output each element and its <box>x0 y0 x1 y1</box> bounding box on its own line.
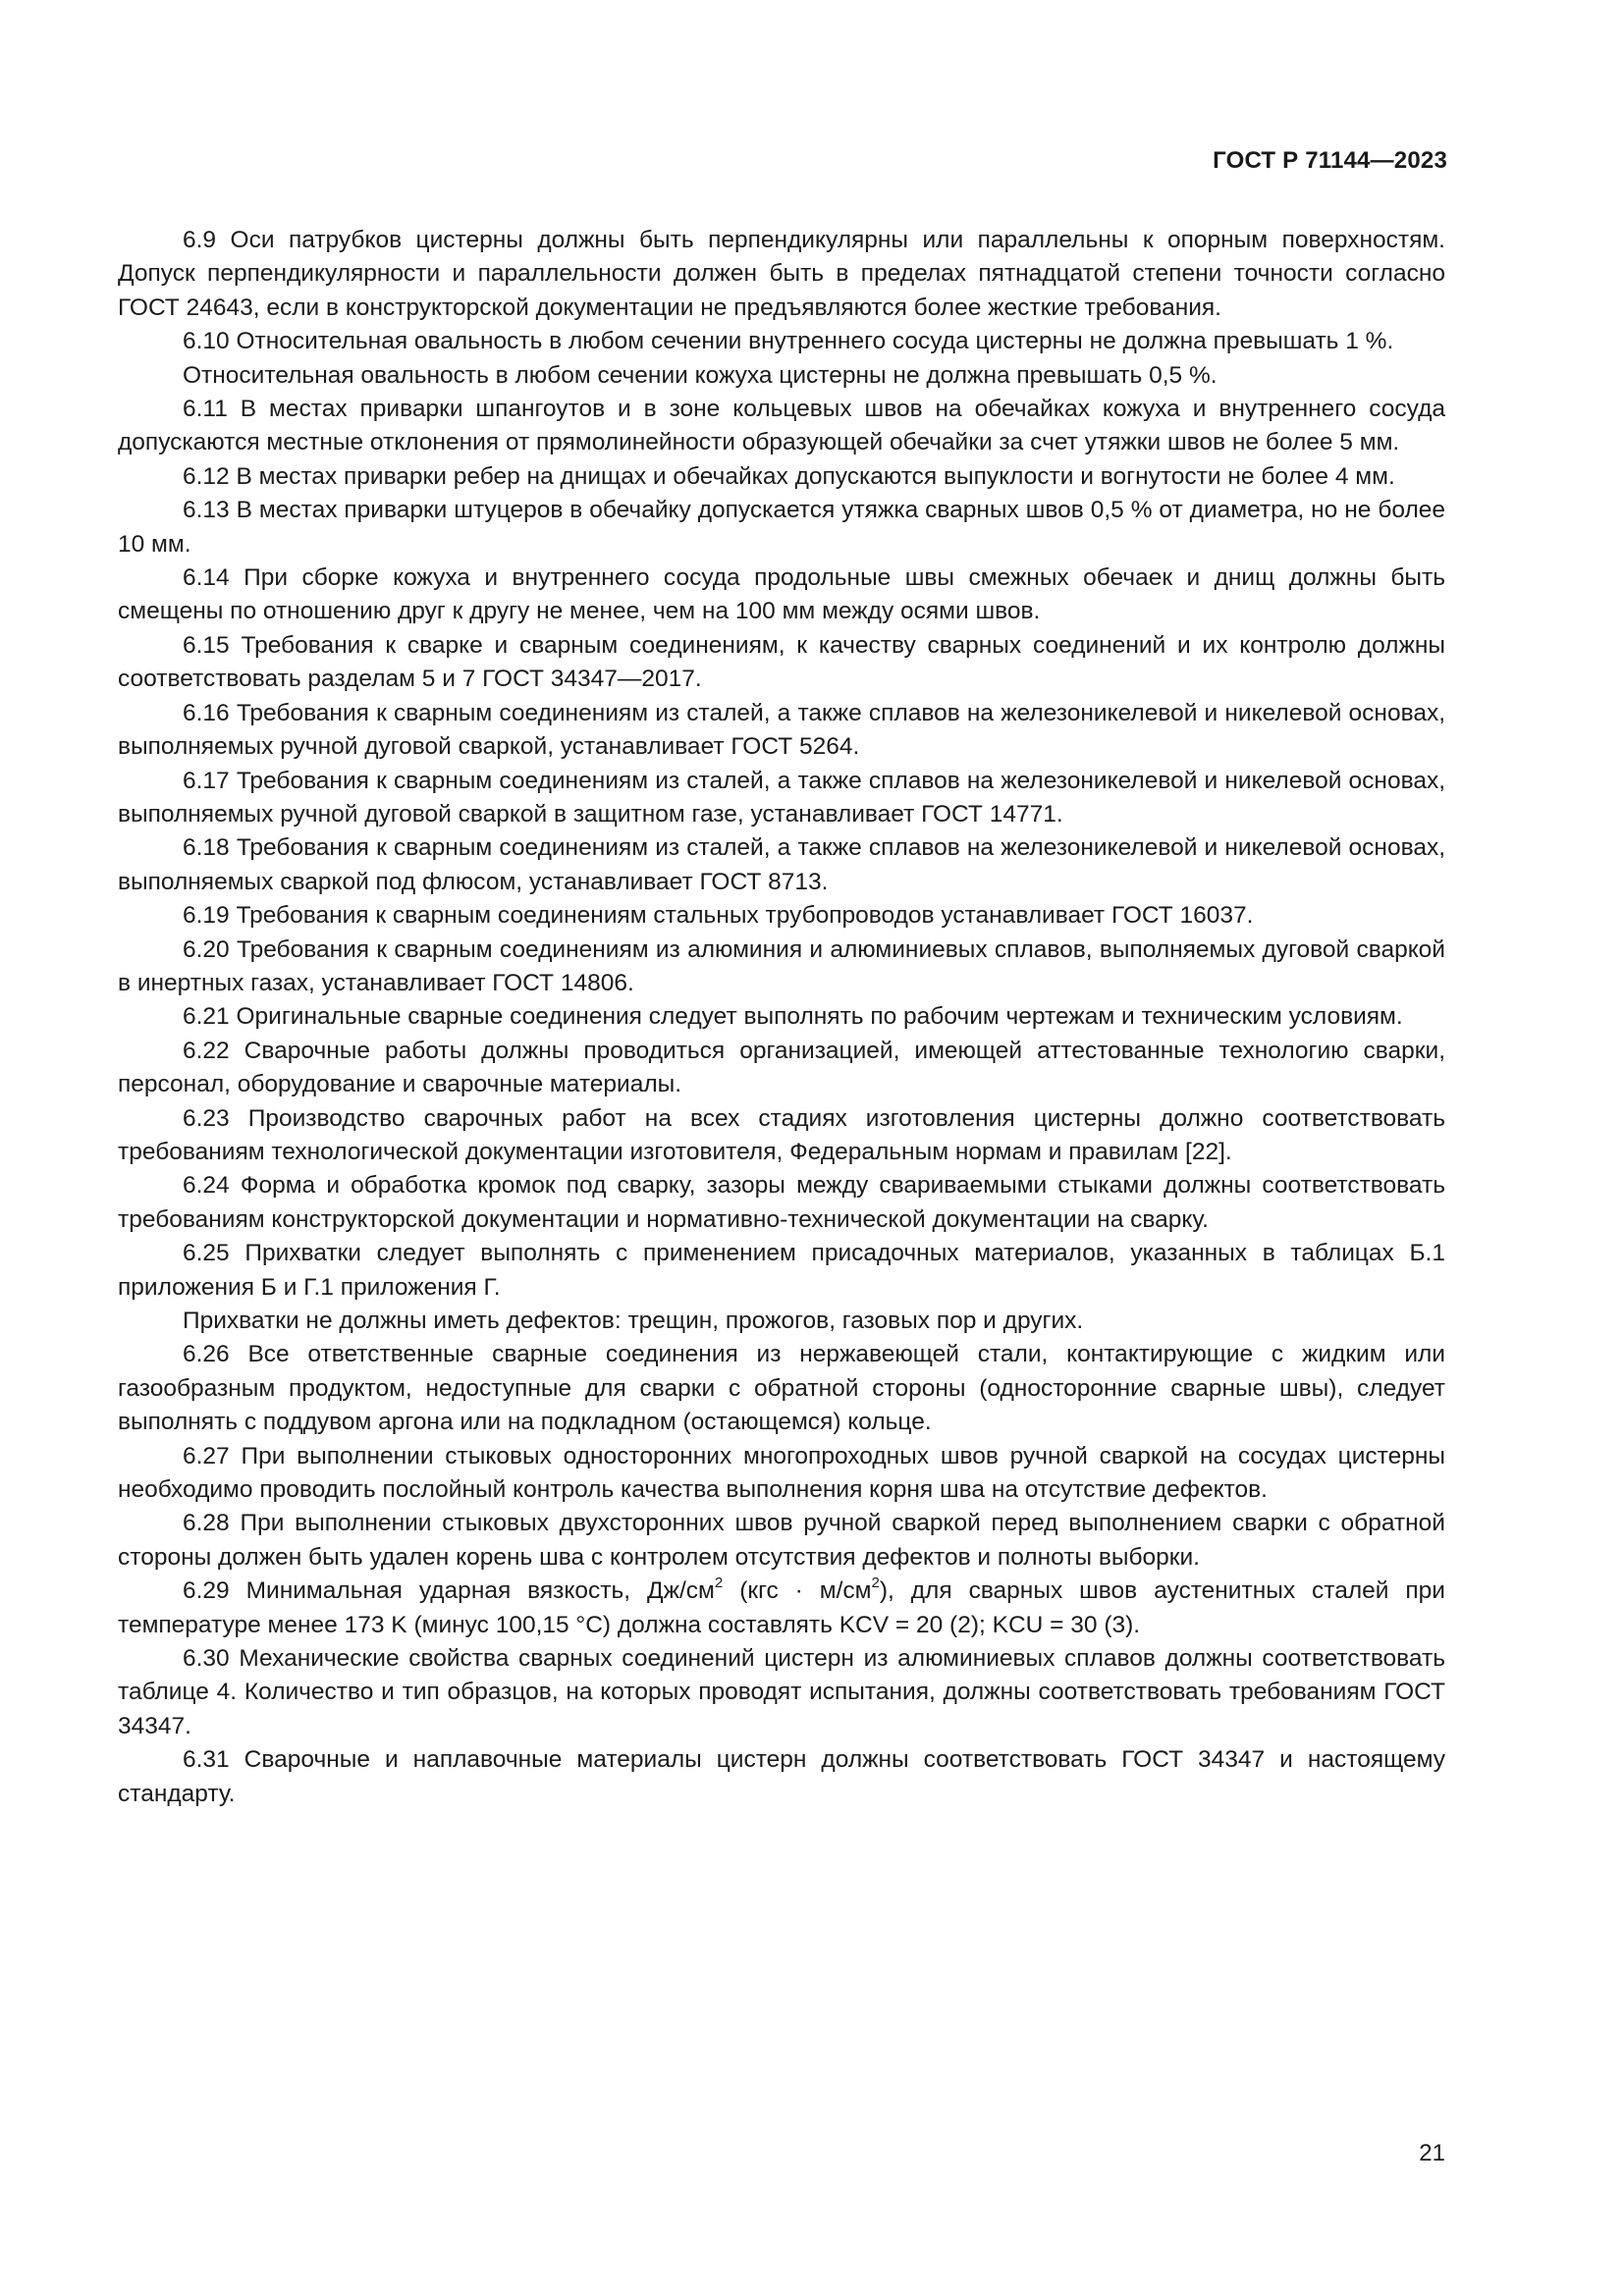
paragraph-6-11: 6.11 В местах приварки шпангоутов и в зоне кольцевых швов на обечайках кожуха и внутреннего сосуда допускаются местные отклонения от прямолинейности образующей обечайки за счет утяжки швов не более 5 мм. <box>118 396 1445 456</box>
paragraph-6-18: 6.18 Требования к сварным соединениям из сталей, а также сплавов на железоникелевой и никелевой основах, выполняемых сваркой под флюсом, устанавливает ГОСТ 8713. <box>118 834 1445 895</box>
paragraph-6-19: 6.19 Требования к сварным соединениям стальных трубопроводов устанавливает ГОСТ 16037. <box>183 902 1254 930</box>
paragraph-6-29-text-1: 6.29 Минимальная ударная вязкость, Дж/см <box>183 1577 715 1605</box>
paragraph-6-12: 6.12 В местах приварки ребер на днищах и обечайках допускаются выпуклости и вогнутости не более 4 мм. <box>183 462 1395 490</box>
paragraph-6-17: 6.17 Требования к сварным соединениям из сталей, а также сплавов на железоникелевой и никелевой основах, выполняемых ручной дуговой сваркой в защитном газе, устанавливает ГОСТ 14771. <box>118 767 1445 828</box>
paragraph-6-27: 6.27 При выполнении стыковых односторонних многопроходных швов ручной сваркой на сосудах цистерны необходимо проводить послойный контроль качества выполнения корня шва на отсутствие дефектов. <box>118 1442 1445 1504</box>
paragraph-6-29 <box>118 1575 1445 1642</box>
paragraph-6-22: 6.22 Сварочные работы должны проводиться организацией, имеющей аттестованные технологию сварки, персонал, оборудование и сварочные материалы. <box>118 1037 1445 1098</box>
page-number: 21 <box>1419 2140 1445 2166</box>
paragraph-6-14: 6.14 При сборке кожуха и внутреннего сосуда продольные швы смежных обечаек и днищ должны быть смещены по отношению друг к другу не менее, чем на 100 мм между осями швов. <box>118 564 1445 625</box>
paragraph-6-25: 6.25 Прихватки следует выполнять с применением присадочных материалов, указанных в таблицах Б.1 приложения Б и Г.1 приложения Г. <box>118 1240 1445 1301</box>
paragraph-6-31: 6.31 Сварочные и наплавочные материалы цистерн должны соответствовать ГОСТ 34347 и настоящему стандарту. <box>118 1746 1445 1807</box>
paragraph-6-21: 6.21 Оригинальные сварные соединения следует выполнять по рабочим чертежам и техническим условиям. <box>183 1003 1403 1031</box>
paragraph-6-23: 6.23 Производство сварочных работ на всех стадиях изготовления цистерны должно соответствовать требованиям технологической документации изготовителя, Федеральным нормам и правилам [22]. <box>118 1104 1445 1165</box>
paragraph-6-20: 6.20 Требования к сварным соединениям из алюминия и алюминиевых сплавов, выполняемых дуговой сваркой в инертных газах, устанавливает ГОСТ 14806. <box>118 935 1445 996</box>
document-body <box>118 224 1445 1811</box>
document-header: ГОСТ Р 71144—2023 <box>1213 147 1447 174</box>
paragraph-6-28: 6.28 При выполнении стыковых двухсторонних швов ручной сваркой перед выполнением сварки с обратной стороны должен быть удален корень шва с контролем отсутствия дефектов и полноты выборки. <box>118 1510 1445 1571</box>
paragraph-6-13: 6.13 В местах приварки штуцеров в обечайку допускается утяжка сварных швов 0,5 % от диаметра, но не более 10 мм. <box>118 497 1445 558</box>
paragraph-6-15: 6.15 Требования к сварке и сварным соединениям, к качеству сварных соединений и их контролю должны соответствовать разделам 5 и 7 ГОСТ 34347—2017. <box>118 631 1445 693</box>
paragraph-6-24: 6.24 Форма и обработка кромок под сварку, зазоры между свариваемыми стыками должны соответствовать требованиям конструкторской документации и нормативно-технической документации на сварку. <box>118 1172 1445 1233</box>
paragraph-6-26: 6.26 Все ответственные сварные соединения из нержавеющей стали, контактирующие с жидким или газообразным продуктом, недоступные для сварки с обратной стороны (односторонние сварные швы), следует выполнять с поддувом аргона или на подкладном (остающемся) кольце. <box>118 1341 1445 1436</box>
paragraph-6-9: 6.9 Оси патрубков цистерны должны быть перпендикулярны или параллельны к опорным поверхностям. Допуск перпендикулярности и параллельности должен быть в пределах пятнадцатой степени точности согласно ГОСТ 24643, если в конструкторской документации не предъявляются более жесткие требования. <box>118 227 1445 321</box>
paragraph-6-29-text-3: ), для сварных швов аустенитных сталей при температуре менее 173 K (минус 100,15 °С) должна составлять KCV = 20 (2); KCU = 30 (3). <box>118 1577 1445 1638</box>
superscript-2: 2 <box>871 1575 880 1592</box>
paragraph-6-16: 6.16 Требования к сварным соединениям из сталей, а также сплавов на железоникелевой и никелевой основах, выполняемых ручной дуговой сваркой, устанавливает ГОСТ 5264. <box>118 699 1445 761</box>
paragraph-6-25-cont: Прихватки не должны иметь дефектов: трещин, прожогов, газовых пор и других. <box>183 1308 1084 1334</box>
paragraph-6-10-cont: Относительная овальность в любом сечении кожуха цистерны не должна превышать 0,5 %. <box>183 361 1218 389</box>
paragraph-6-10: 6.10 Относительная овальность в любом сечении внутреннего сосуда цистерны не должна превышать 1 %. <box>183 328 1394 355</box>
superscript-2: 2 <box>714 1575 724 1592</box>
paragraph-6-30: 6.30 Механические свойства сварных соединений цистерн из алюминиевых сплавов должны соответствовать таблице 4. Количество и тип образцов, на которых проводят испытания, должны соответствовать требованиям ГОСТ 34347. <box>118 1645 1445 1739</box>
paragraph-6-29-text-2: (кгс · м/см <box>723 1577 872 1605</box>
